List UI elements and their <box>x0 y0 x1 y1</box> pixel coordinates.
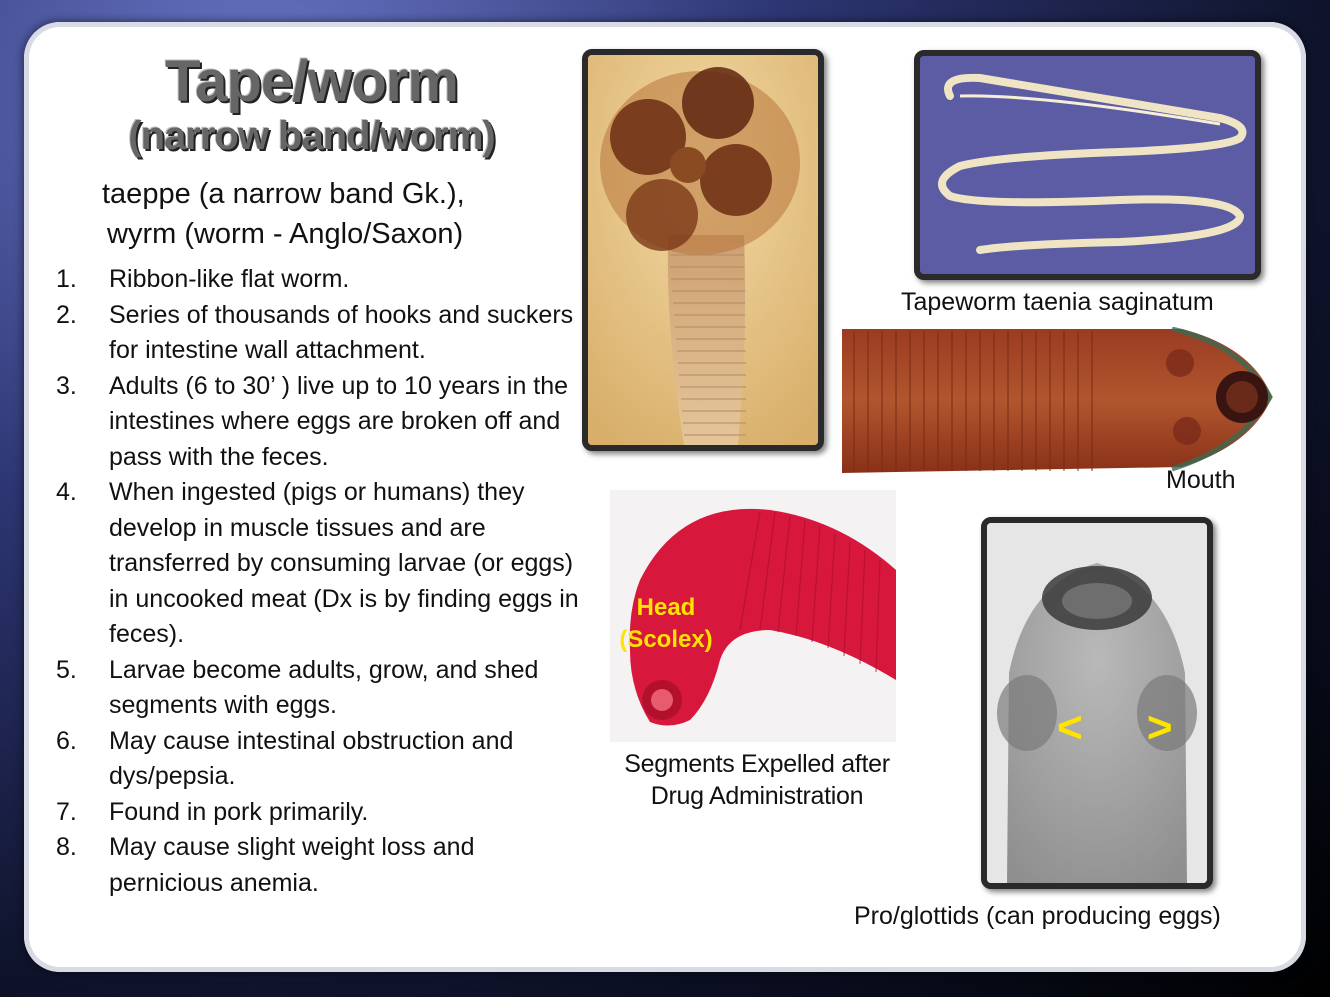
scolex-label <box>610 592 722 656</box>
caption-segments <box>607 748 907 812</box>
fact-text: Ribbon-like flat worm. <box>109 265 350 293</box>
caption-segments-line2: Drug Administration <box>650 782 864 810</box>
tapeworm-photo <box>914 50 1261 280</box>
fact-text: Adults (6 to 30’ ) live up to 10 years in the intestines where eggs are broken off and pass with the feces. <box>109 371 569 471</box>
facts-list <box>56 262 586 901</box>
scolex-drawing <box>588 55 818 445</box>
fact-number: 2. <box>56 300 77 329</box>
fact-text: Found in pork primarily. <box>109 797 369 826</box>
caption-tapeworm: Tapeworm taenia saginatum <box>901 288 1214 316</box>
scolex-label-scolex: (Scolex) <box>619 626 713 653</box>
fact-item <box>56 298 586 369</box>
caption-mouth: Mouth <box>1166 466 1236 494</box>
fact-number: 6. <box>56 726 77 755</box>
fact-number: 1. <box>56 265 77 293</box>
slide-title: Tape/worm <box>165 49 458 114</box>
fact-item <box>56 830 586 901</box>
mouth-photo <box>842 327 1274 475</box>
fact-item <box>56 369 586 476</box>
proglottid-arrows: < > <box>1057 703 1199 752</box>
fact-number: 4. <box>56 478 77 506</box>
fact-item <box>56 724 586 795</box>
etymology-line-2: wyrm (worm - Anglo/Saxon) <box>107 218 464 250</box>
fact-text: May cause slight weight loss and pernicious anemia. <box>109 833 475 897</box>
slide-subtitle: (narrow band/worm) <box>128 114 495 158</box>
fact-text: When ingested (pigs or humans) they develop in muscle tissues and are transferred by consuming larvae (or eggs) in uncooked meat (Dx is by finding eggs in feces). <box>109 478 579 648</box>
fact-item <box>56 262 586 298</box>
scolex-label-head: Head <box>636 594 696 621</box>
fact-item <box>56 653 586 724</box>
fact-item <box>56 475 586 653</box>
fact-text: May cause intestinal obstruction and dys/pepsia. <box>109 726 514 790</box>
red-scolex-photo <box>610 490 896 742</box>
etymology-line-1: taeppe (a narrow band Gk.), <box>102 178 465 210</box>
fact-number: 3. <box>56 371 77 400</box>
proglottid-photo <box>981 517 1213 889</box>
fact-text: Series of thousands of hooks and suckers for intestine wall attachment. <box>109 300 574 364</box>
caption-segments-line1: Segments Expelled after <box>624 750 890 778</box>
fact-text: Larvae become adults, grow, and shed segments with eggs. <box>109 655 539 719</box>
fact-number: 5. <box>56 655 77 684</box>
caption-proglottids: Pro/glottids (can producing eggs) <box>854 902 1221 930</box>
etymology <box>102 174 465 254</box>
slide-panel <box>24 22 1306 972</box>
scolex-micrograph <box>582 49 824 451</box>
tapeworm-drawing <box>920 56 1255 274</box>
mouth-drawing <box>842 327 1274 475</box>
fact-number: 8. <box>56 833 77 861</box>
fact-number: 7. <box>56 797 77 826</box>
fact-item <box>56 795 586 831</box>
